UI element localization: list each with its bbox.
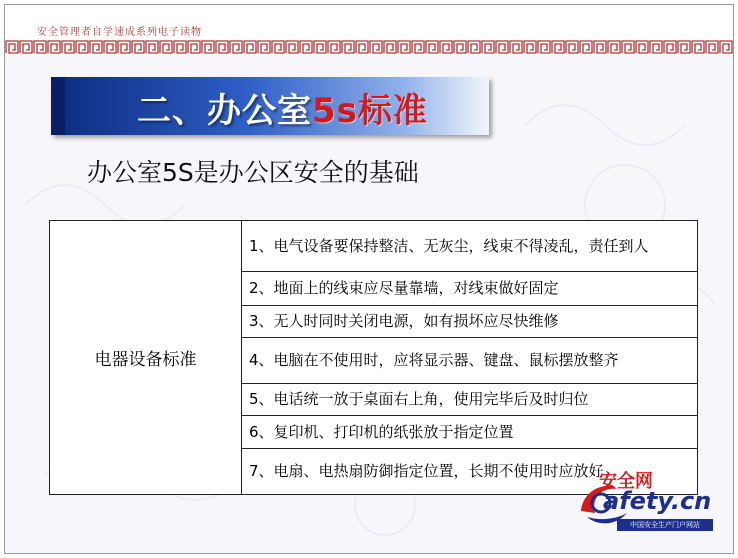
series-header-text: 安全管理者自学速成系列电子读物 [37, 27, 202, 38]
top-header [5, 5, 734, 55]
title-accent: 5s标准 [312, 91, 428, 131]
standard-item-2: 2、地面上的线束应尽量靠墙，对线束做好固定 [242, 272, 698, 306]
standards-table [49, 220, 698, 495]
slide-subtitle: 办公室5S是办公区安全的基础 [87, 158, 419, 187]
logo-wordmark: afety.cn [603, 487, 712, 515]
logo-cn-text: 安全网 [599, 471, 653, 492]
slide [4, 4, 734, 554]
table-row [50, 221, 698, 272]
logo-caption: 中国安全生产门户网站 [617, 519, 713, 531]
standard-item-1: 1、电气设备要保持整洁、无灰尘，线束不得凌乱，责任到人 [242, 221, 698, 272]
safety-cn-logo [577, 467, 715, 537]
standard-item-5: 5、电话统一放于桌面右上角，使用完毕后及时归位 [242, 384, 698, 416]
category-cell: 电器设备标准 [50, 221, 242, 495]
greek-key-border [5, 40, 734, 54]
slide-title [137, 83, 428, 132]
title-prefix: 二、办公室 [137, 91, 312, 131]
standard-item-7: 7、电扇、电热扇防御指定位置，长期不使用时应放好 [242, 449, 698, 495]
standard-item-4: 4、电脑在不使用时，应将显示器、键盘、鼠标摆放整齐 [242, 338, 698, 384]
standard-item-6: 6、复印机、打印机的纸张放于指定位置 [242, 416, 698, 449]
title-bar-edge [51, 77, 65, 135]
standard-item-3: 3、无人时同时关闭电源，如有损坏应尽快维修 [242, 306, 698, 338]
